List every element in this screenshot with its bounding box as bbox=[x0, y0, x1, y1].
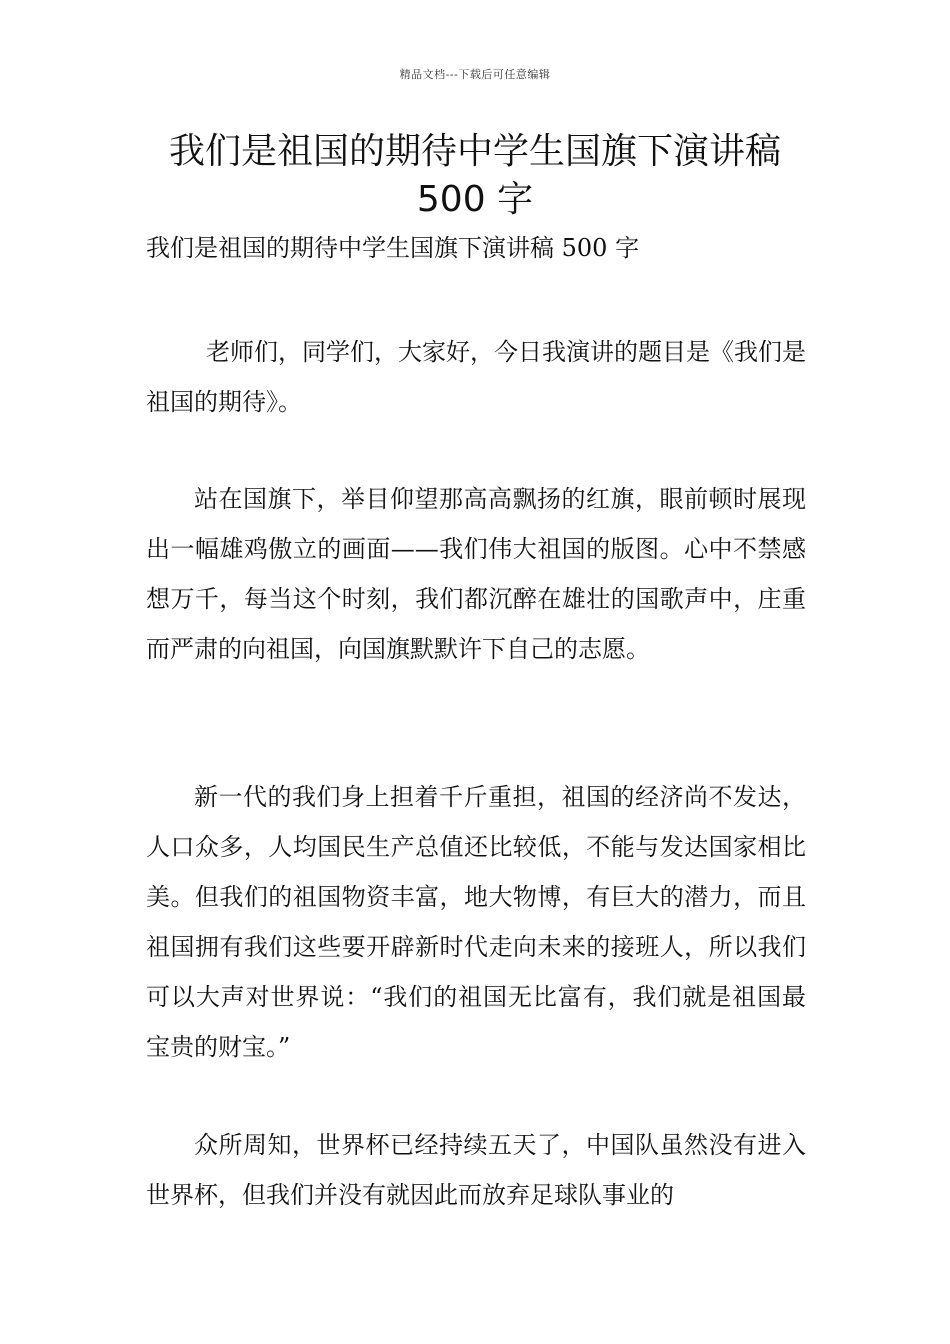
paragraph-new-generation: 新一代的我们身上担着千斤重担，祖国的经济尚不发达，人口众多，人均国民生产总值还比较低，不能与发达国家相比美。但我们的祖国物资丰富，地大物博，有巨大的潜力，而且祖国拥有我们这些要开辟新时代走向未来的接班人，所以我们可以大声对世界说：“我们的祖国无比富有，我们就是祖国最宝贵的财宝。” bbox=[146, 783, 806, 1061]
document-title: 我们是祖国的期待中学生国旗下演讲稿 500 字 bbox=[168, 131, 781, 220]
document-subtitle: 我们是祖国的期待中学生国旗下演讲稿 500 字 bbox=[146, 234, 640, 262]
paragraph-greeting: 老师们，同学们，大家好，今日我演讲的题目是《我们是祖国的期待》。 bbox=[146, 338, 806, 416]
paragraph-world-cup: 众所周知，世界杯已经持续五天了，中国队虽然没有进入世界杯，但我们并没有就因此而放弃足球队事业的 bbox=[146, 1131, 806, 1209]
page-header: 精品文档---下载后可任意编辑 bbox=[399, 68, 551, 81]
paragraph-flag: 站在国旗下，举目仰望那高高飘扬的红旗，眼前顿时展现出一幅雄鸡傲立的画面——我们伟大祖国的版图。心中不禁感想万千，每当这个时刻，我们都沉醉在雄壮的国歌声中，庄重而严肃的向祖国，向国旗默默许下自己的志愿。 bbox=[146, 485, 806, 663]
